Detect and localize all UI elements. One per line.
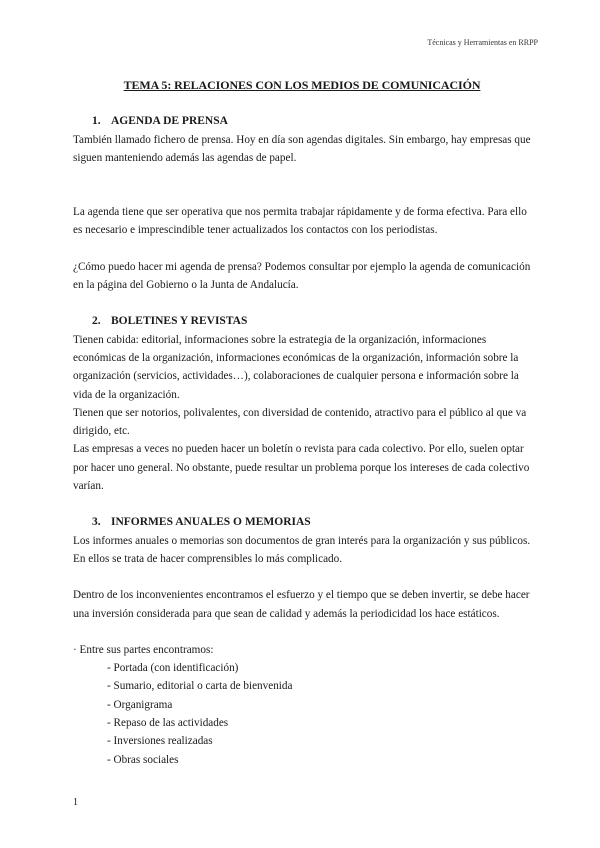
paragraph: Las empresas a veces no pueden hacer un boletín o revista para cada colectivo. Por ello, suelen optar por hacer uno general. No obstante, puede resultar un problema porque los intereses de cada colectivo varían. bbox=[73, 443, 530, 493]
section-title: INFORMES ANUALES O MEMORIAS bbox=[111, 516, 311, 529]
parts-list bbox=[73, 659, 531, 769]
list-item: - Portada (con identificación) bbox=[107, 659, 531, 677]
paragraph: Dentro de los inconvenientes encontramos el esfuerzo y el tiempo que se deben invertir, se debe hacer una inversión considerada para que sean de calidad y además la periodicidad los hace estáticos. bbox=[73, 589, 530, 620]
paragraph: También llamado fichero de prensa. Hoy en día son agendas digitales. Sin embargo, hay empresas que siguen manteniendo además las agendas de papel. bbox=[73, 133, 531, 164]
list-item: - Obras sociales bbox=[107, 751, 531, 769]
document-body bbox=[73, 76, 531, 769]
paragraph: ¿Cómo puedo hacer mi agenda de prensa? Podemos consultar por ejemplo la agenda de comunicación en la página del Gobierno o la Junta de Andalucía. bbox=[73, 260, 531, 292]
section-heading-agenda bbox=[73, 112, 531, 130]
paragraph: · Entre sus partes encontramos: bbox=[73, 643, 214, 656]
list-item: - Organigrama bbox=[107, 696, 531, 714]
paragraph: Tienen cabida: editorial, informaciones sobre la estrategia de la organización, informaciones económicas de la organización, informaciones económicas de la organización, información sobre la organización (servicios, actividades…), colaboraciones de cualquier persona e información sobre la vida de la organización. bbox=[73, 333, 519, 401]
paragraph: Tienen que ser notorios, polivalentes, con diversidad de contenido, atractivo para el público al que va dirigido, etc. bbox=[73, 406, 527, 438]
section-heading-boletines bbox=[73, 312, 531, 330]
list-item: - Sumario, editorial o carta de bienvenida bbox=[107, 677, 531, 695]
section-number: 2. bbox=[92, 315, 101, 328]
section-title: BOLETINES Y REVISTAS bbox=[111, 315, 248, 328]
document-title: TEMA 5: RELACIONES CON LOS MEDIOS DE COMUNICACIÓN bbox=[123, 78, 481, 92]
paragraph: Los informes anuales o memorias son documentos de gran interés para la organización y sus públicos. En ellos se trata de hacer comprensibles lo más complicado. bbox=[73, 534, 531, 565]
page-number: 1 bbox=[73, 797, 78, 808]
running-header: Técnicas y Herramientas en RRPP bbox=[427, 38, 538, 47]
list-item: - Repaso de las actividades bbox=[107, 714, 531, 732]
section-heading-informes bbox=[73, 513, 531, 531]
paragraph: La agenda tiene que ser operativa que nos permita trabajar rápidamente y de forma efectiva. Para ello es necesario e imprescindible tener actualizados los contactos con los periodistas. bbox=[73, 206, 527, 237]
section-number: 3. bbox=[92, 516, 101, 529]
list-item: - Inversiones realizadas bbox=[107, 732, 531, 750]
section-title: AGENDA DE PRENSA bbox=[111, 115, 228, 128]
section-number: 1. bbox=[92, 115, 101, 128]
